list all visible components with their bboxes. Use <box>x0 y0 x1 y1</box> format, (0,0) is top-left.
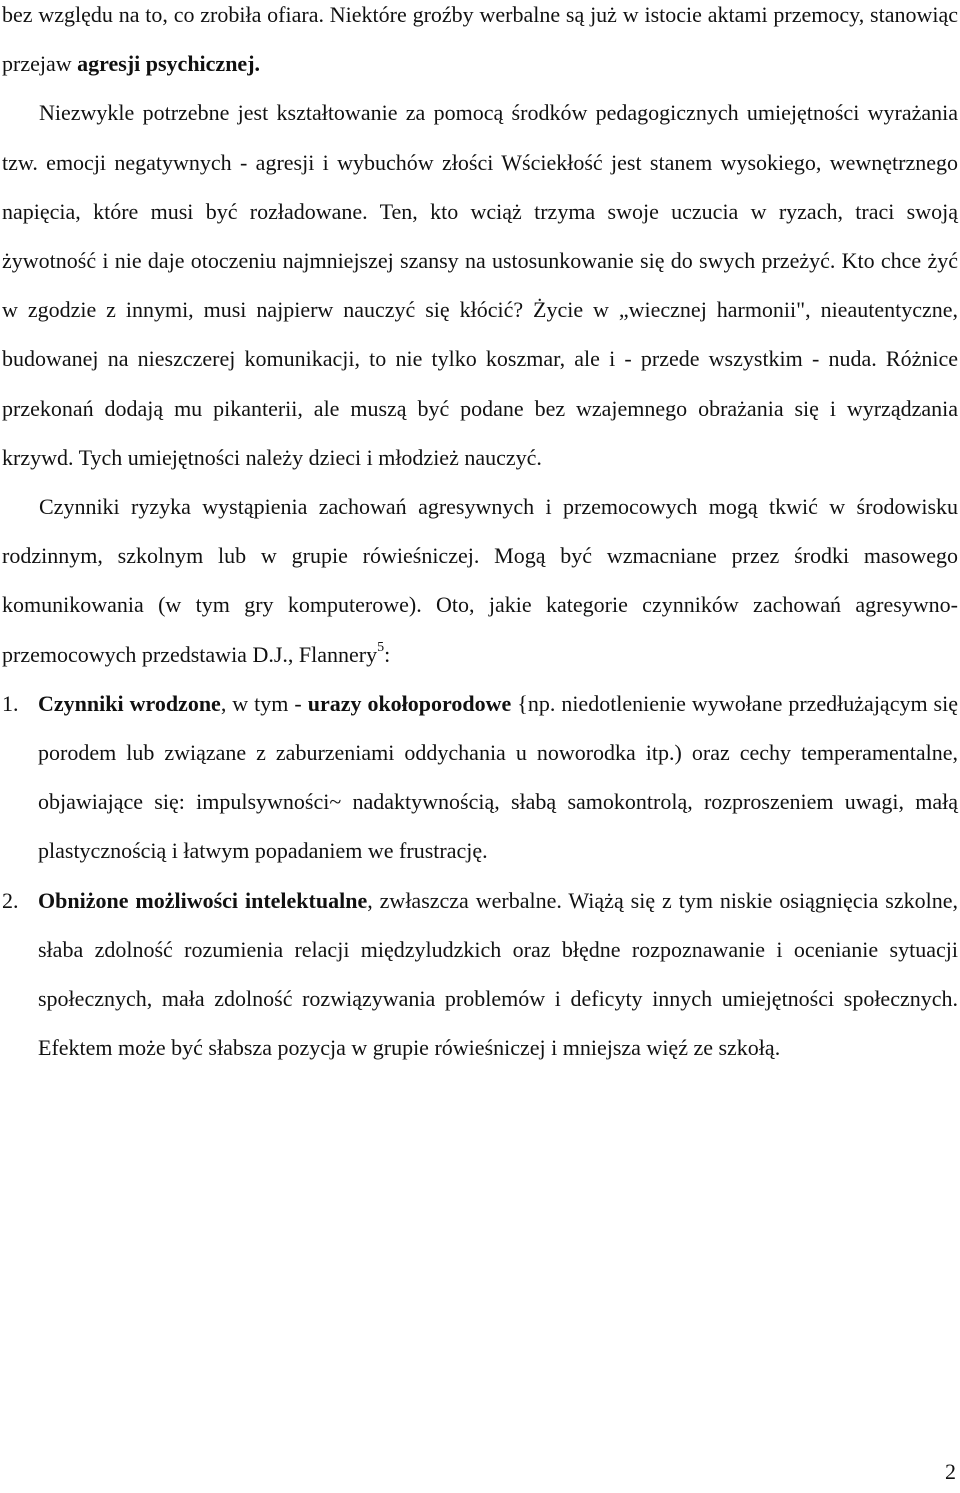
list-item <box>2 876 958 1073</box>
paragraph-tail: : <box>384 641 391 667</box>
paragraph-emotions <box>2 88 958 482</box>
paragraph-risk-factors <box>2 482 958 679</box>
list-number: 2. <box>2 887 19 913</box>
list-text: , zwłaszcza werbalne. Wiążą się z tym niskie osiągnięcia szkolne, słaba zdolność rozumienia relacji międzyludzkich oraz błędne rozpoznawanie i ocenianie sytuacji społecznych, mała zdolność rozwiązywania problemów i deficyty innych umiejętności społecznych. Efektem może być słabsza pozycja w grupie rówieśniczej i mniejsza więź ze szkołą. <box>38 887 958 1061</box>
bold-phrase: Obniżone możliwości intelektualne <box>38 887 368 913</box>
paragraph-continuation <box>2 0 958 88</box>
page-number: 2 <box>945 1459 956 1484</box>
list-text: {np. niedotlenienie wywołane przedłużającym się porodem lub związane z zaburzeniami oddychania u noworodka itp.) oraz cechy temperamentalne, objawiające się: impulsywności~ nadaktywnością, słabą samokontrolą, rozproszeniem uwagi, małą plastycznością i łatwym popadaniem we frustrację. <box>38 690 958 864</box>
list-item <box>2 679 958 876</box>
paragraph-text: Czynniki ryzyka wystąpienia zachowań agresywnych i przemocowych mogą tkwić w środowisku rodzinnym, szkolnym lub w grupie rówieśniczej. Mogą być wzmacniane przez środki masowego komunikowania (w tym gry komputerowe). Oto, jakie kategorie czynników zachowań agresywno-przemocowych przedstawia D.J., Flannery <box>2 494 958 667</box>
list-number: 1. <box>2 690 19 716</box>
paragraph-text: Niezwykle potrzebne jest kształtowanie za pomocą środków pedagogicznych umiejętności wyrażania tzw. emocji negatywnych - agresji i wybuchów złości Wściekłość jest stanem wysokiego, wewnętrznego napięcia, które musi być rozładowane. Ten, kto wciąż trzyma swoje uczucia w ryzach, traci swoją żywotność i nie daje otoczeniu najmniejszej szansy na ustosunkowanie się do swych przeżyć. Kto chce żyć w zgodzie z innymi, musi najpierw nauczyć się kłócić? Życie w „wiecznej harmonii", nieautentyczne, budowanej na nieszczerej komunikacji, to nie tylko koszmar, ale i - przede wszystkim - nuda. Różnice przekonań dodają mu pikanterii, ale muszą być podane bez wzajemnego obrażania się i wyrządzania krzywd. Tych umiejętności należy dzieci i młodzież nauczyć. <box>2 100 958 470</box>
bold-phrase: urazy okołoporodowe <box>307 690 512 716</box>
list-text: , w tym - <box>220 690 308 716</box>
paragraph-text: bez względu na to, co zrobiła ofiara. Niektóre groźby werbalne są już w istocie aktami przemocy, stanowiąc przejaw <box>2 2 958 77</box>
bold-phrase: agresji psychicznej. <box>77 51 261 77</box>
bold-phrase: Czynniki wrodzone <box>38 690 221 716</box>
footnote-reference: 5 <box>377 640 385 656</box>
